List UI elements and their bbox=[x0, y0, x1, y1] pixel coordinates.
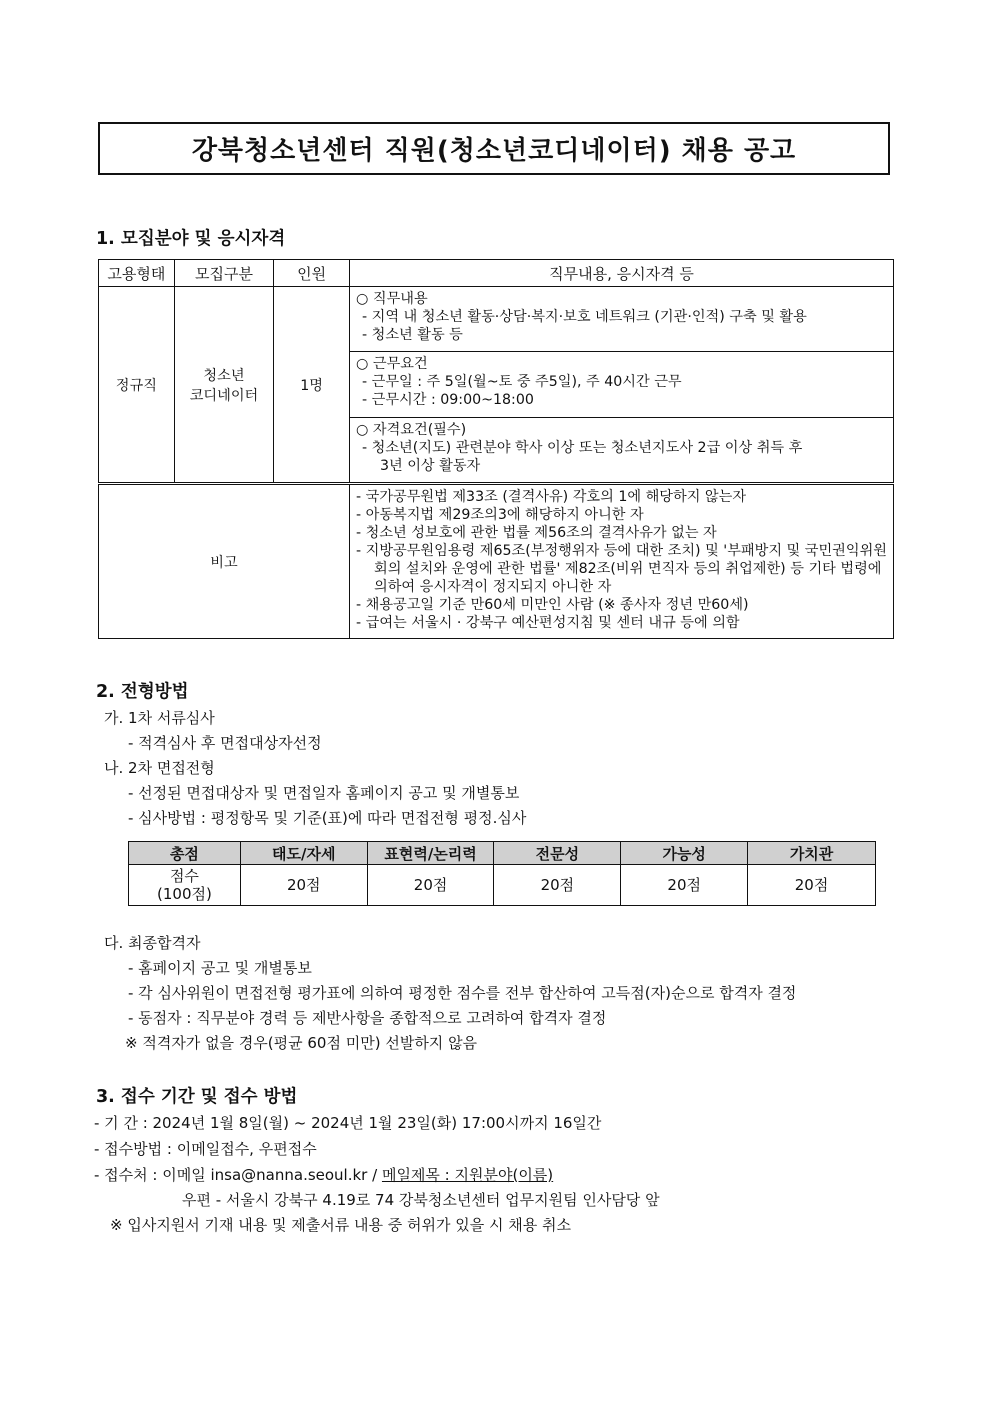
section3-heading: 3. 접수 기간 및 접수 방법 bbox=[96, 1087, 298, 1107]
header-category: 모집구분 bbox=[174, 260, 274, 287]
remarks-line: 의하여 응시자격이 정지되지 아니한 자 bbox=[373, 579, 612, 595]
step-c-item: - 각 심사위원이 면접전형 평가표에 의하여 평정한 점수를 전부 합산하여 고득점(자)순으로 합격자 결정 bbox=[128, 984, 797, 1002]
score-value: 20점 bbox=[494, 865, 621, 906]
score-total-line1: 점수 bbox=[169, 867, 199, 885]
table-row bbox=[99, 287, 894, 352]
score-header-row bbox=[129, 842, 876, 865]
duty-title: ○ 직무내용 bbox=[355, 291, 428, 307]
step-c-note: ※ 적격자가 없을 경우(평균 60점 미만) 선발하지 않음 bbox=[125, 1034, 478, 1052]
conditions-item: - 근무시간 : 09:00~18:00 bbox=[361, 392, 534, 408]
remarks-line: 회의 설치와 운영에 관한 법률' 제82조(비위 면직자 등의 취업제한) 등 기타 법령에 bbox=[373, 561, 882, 577]
step-b: 나. 2차 면접전형 bbox=[104, 759, 215, 777]
qualification-line: 3년 이상 활동자 bbox=[379, 458, 481, 474]
remarks-line: - 아동복지법 제29조의3에 해당하지 아니한 자 bbox=[355, 507, 644, 523]
email-subject-rule: 메일제목 : 지원분야(이름) bbox=[381, 1166, 554, 1184]
reception-method: - 접수방법 : 이메일접수, 우편접수 bbox=[94, 1140, 317, 1158]
step-b-item: - 심사방법 : 평정항목 및 기준(표)에 따라 면접전형 평정.심사 bbox=[128, 809, 527, 827]
score-header: 표현력/논리력 bbox=[367, 842, 494, 865]
header-duty: 직무내용, 응시자격 등 bbox=[349, 260, 893, 287]
step-c-item: - 홈페이지 공고 및 개별통보 bbox=[128, 959, 312, 977]
step-b-item: - 선정된 면접대상자 및 면접일자 홈페이지 공고 및 개별통보 bbox=[128, 784, 520, 802]
section2-heading: 2. 전형방법 bbox=[96, 682, 189, 702]
score-header: 가치관 bbox=[748, 842, 876, 865]
score-header: 태도/자세 bbox=[240, 842, 367, 865]
step-c-item: - 동점자 : 직무분야 경력 등 제반사항을 종합적으로 고려하여 합격자 결정 bbox=[128, 1009, 607, 1027]
table-header-row bbox=[99, 260, 894, 287]
score-value: 20점 bbox=[367, 865, 494, 906]
conditions-title: ○ 근무요건 bbox=[355, 356, 428, 372]
score-header: 총점 bbox=[129, 842, 241, 865]
conditions-cell bbox=[349, 352, 893, 418]
remarks-cell bbox=[349, 484, 893, 639]
remarks-row bbox=[99, 484, 894, 639]
headcount: 1명 bbox=[274, 287, 350, 484]
score-total-line2: (100점) bbox=[157, 885, 212, 903]
reception-post: 우편 - 서울시 강북구 4.19로 74 강북청소년센터 업무지원팀 인사담당 앞 bbox=[182, 1191, 660, 1209]
reception-note: ※ 입사지원서 기재 내용 및 제출서류 내용 중 허위가 있을 시 채용 취소 bbox=[110, 1216, 572, 1234]
recruitment-table bbox=[98, 259, 894, 639]
remarks-line: - 지방공무원임용령 제65조(부정행위자 등에 대한 조치) 및 '부패방지 및 국민권익위원 bbox=[355, 543, 887, 559]
score-total bbox=[129, 865, 241, 906]
remarks-line: - 급여는 서울시 · 강북구 예산편성지침 및 센터 내규 등에 의함 bbox=[355, 615, 740, 631]
header-employment-type: 고용형태 bbox=[99, 260, 175, 287]
score-table bbox=[128, 841, 876, 906]
score-value: 20점 bbox=[621, 865, 748, 906]
header-count: 인원 bbox=[274, 260, 350, 287]
category-line1: 청소년 bbox=[203, 367, 245, 384]
step-c: 다. 최종합격자 bbox=[104, 934, 201, 952]
score-value: 20점 bbox=[240, 865, 367, 906]
remarks-line: - 채용공고일 기준 만60세 미만인 사람 (※ 종사자 정년 만60세) bbox=[355, 597, 749, 613]
reception-email: - 접수처 : 이메일 insa@nanna.seoul.kr / bbox=[94, 1166, 378, 1184]
conditions-item: - 근무일 : 주 5일(월~토 중 주5일), 주 40시간 근무 bbox=[361, 374, 682, 390]
score-value: 20점 bbox=[748, 865, 876, 906]
score-header: 가능성 bbox=[621, 842, 748, 865]
page-title: 강북청소년센터 직원(청소년코디네이터) 채용 공고 bbox=[98, 122, 890, 175]
step-a-item: - 적격심사 후 면접대상자선정 bbox=[128, 734, 322, 752]
qualification-title: ○ 자격요건(필수) bbox=[355, 422, 467, 438]
duty-cell bbox=[349, 287, 893, 352]
score-header: 전문성 bbox=[494, 842, 621, 865]
category bbox=[174, 287, 274, 484]
score-value-row bbox=[129, 865, 876, 906]
reception-period: - 기 간 : 2024년 1월 8일(월) ~ 2024년 1월 23일(화) 17:00시까지 16일간 bbox=[94, 1114, 602, 1132]
reception-place bbox=[94, 1165, 553, 1185]
remarks-line: - 청소년 성보호에 관한 법률 제56조의 결격사유가 없는 자 bbox=[355, 525, 717, 541]
duty-item: - 지역 내 청소년 활동·상담·복지·보호 네트워크 (기관·인적) 구축 및 활용 bbox=[361, 309, 807, 325]
remarks-line: - 국가공무원법 제33조 (결격사유) 각호의 1에 해당하지 않는자 bbox=[355, 489, 747, 505]
category-line2: 코디네이터 bbox=[189, 387, 259, 404]
qualification-cell bbox=[349, 418, 893, 484]
section1-heading: 1. 모집분야 및 응시자격 bbox=[96, 229, 286, 249]
qualification-line: - 청소년(지도) 관련분야 학사 이상 또는 청소년지도사 2급 이상 취득 후 bbox=[361, 440, 803, 456]
duty-item: - 청소년 활동 등 bbox=[361, 327, 463, 343]
employment-type: 정규직 bbox=[99, 287, 175, 484]
step-a: 가. 1차 서류심사 bbox=[104, 709, 215, 727]
remarks-label: 비고 bbox=[99, 484, 350, 639]
